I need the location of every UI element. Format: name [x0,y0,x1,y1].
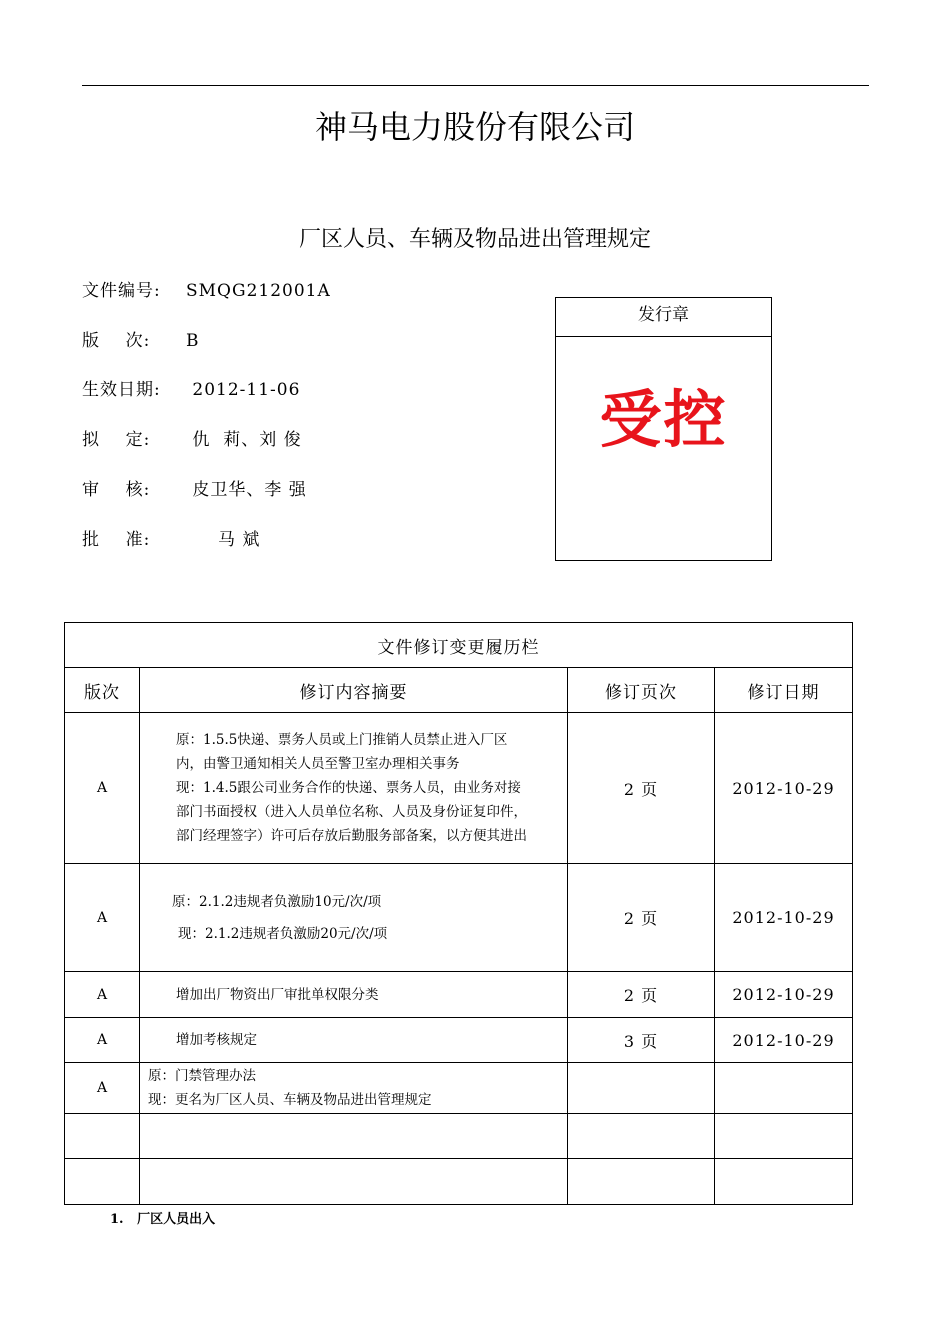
table-row [65,713,853,864]
cell-date: 2012-10-29 [715,864,853,972]
table-row [65,1018,853,1063]
meta-revision [82,326,200,351]
table-row-empty [65,1159,853,1205]
cell-summary [140,1018,568,1063]
cell-pages: 2 页 [568,713,715,864]
meta-value: SMQG212001A [186,281,331,301]
meta-approved-by [82,525,260,550]
cell-summary [140,1063,568,1114]
meta-value: 马 斌 [186,530,261,550]
company-name: 神马电力股份有限公司 [314,108,635,146]
document-title: 厂区人员、车辆及物品进出管理规定 [298,227,651,252]
empty-cell [568,1114,715,1159]
empty-cell [140,1114,568,1159]
meta-label: 文件编号: [82,281,161,301]
empty-cell [715,1114,853,1159]
header-pages: 修订页次 [568,668,715,713]
meta-label: 批 准: [82,530,151,550]
cell-version: A [65,864,140,972]
table-row [65,1063,853,1114]
cell-pages [568,1063,715,1114]
cell-date: 2012-10-29 [715,972,853,1018]
meta-reviewed-by [82,475,307,500]
meta-effective-date [82,375,300,400]
cell-version: A [65,1018,140,1063]
section-heading: 1. 厂区人员出入 [110,1212,216,1227]
summary-line: 增加出厂物资出厂审批单权限分类 [176,986,379,1003]
summary-line: 部门书面授权（进入人员单位名称、人员及身份证复印件， [176,804,527,820]
header-rule [82,85,869,86]
cell-version: A [65,1063,140,1114]
controlled-stamp: 受控 [599,383,728,456]
table-caption: 文件修订变更履历栏 [65,623,853,668]
header-version: 版次 [65,668,140,713]
cell-summary [140,713,568,864]
meta-label: 生效日期: [82,380,161,400]
cell-version: A [65,972,140,1018]
meta-value: 皮卫华、李 强 [186,480,307,500]
cell-pages: 2 页 [568,864,715,972]
cell-date: 2012-10-29 [715,1018,853,1063]
meta-value: 2012-11-06 [186,380,301,400]
header-date: 修订日期 [715,668,853,713]
meta-value: B [186,331,200,351]
meta-label: 审 核: [82,480,151,500]
table-row [65,864,853,972]
table-header-row [65,668,853,713]
empty-cell [65,1114,140,1159]
cell-date: 2012-10-29 [715,713,853,864]
cell-summary [140,864,568,972]
meta-label: 拟 定: [82,430,151,450]
summary-line: 原：门禁管理办法 [148,1068,256,1084]
cell-pages: 3 页 [568,1018,715,1063]
empty-cell [568,1159,715,1205]
table-row-empty [65,1114,853,1159]
empty-cell [140,1159,568,1205]
header-summary: 修订内容摘要 [140,668,568,713]
cell-pages: 2 页 [568,972,715,1018]
cell-version: A [65,713,140,864]
issue-stamp-box [555,297,772,561]
meta-label: 版 次: [82,331,151,351]
summary-line: 现：2.1.2违规者负激励20元/次/项 [178,925,388,942]
revision-history-table [64,622,853,1205]
summary-line: 现：1.4.5跟公司业务合作的快递、票务人员，由业务对接 [176,780,521,796]
table-caption-row [65,623,853,668]
empty-cell [715,1159,853,1205]
meta-doc-number [82,276,331,301]
summary-line: 增加考核规定 [176,1032,257,1048]
meta-value: 仇 莉、刘 俊 [186,430,302,450]
cell-summary [140,972,568,1018]
summary-line: 现：更名为厂区人员、车辆及物品进出管理规定 [148,1092,432,1108]
summary-line: 原：1.5.5快递、票务人员或上门推销人员禁止进入厂区 [176,732,508,748]
cell-date [715,1063,853,1114]
summary-line: 内，由警卫通知相关人员至警卫室办理相关事务 [176,756,460,772]
summary-line: 部门经理签字）许可后存放后勤服务部备案，以方便其进出 [176,828,527,844]
summary-line: 原：2.1.2违规者负激励10元/次/项 [172,893,382,910]
issue-stamp-header: 发行章 [556,298,771,337]
table-row [65,972,853,1018]
meta-drafted-by [82,425,302,450]
empty-cell [65,1159,140,1205]
